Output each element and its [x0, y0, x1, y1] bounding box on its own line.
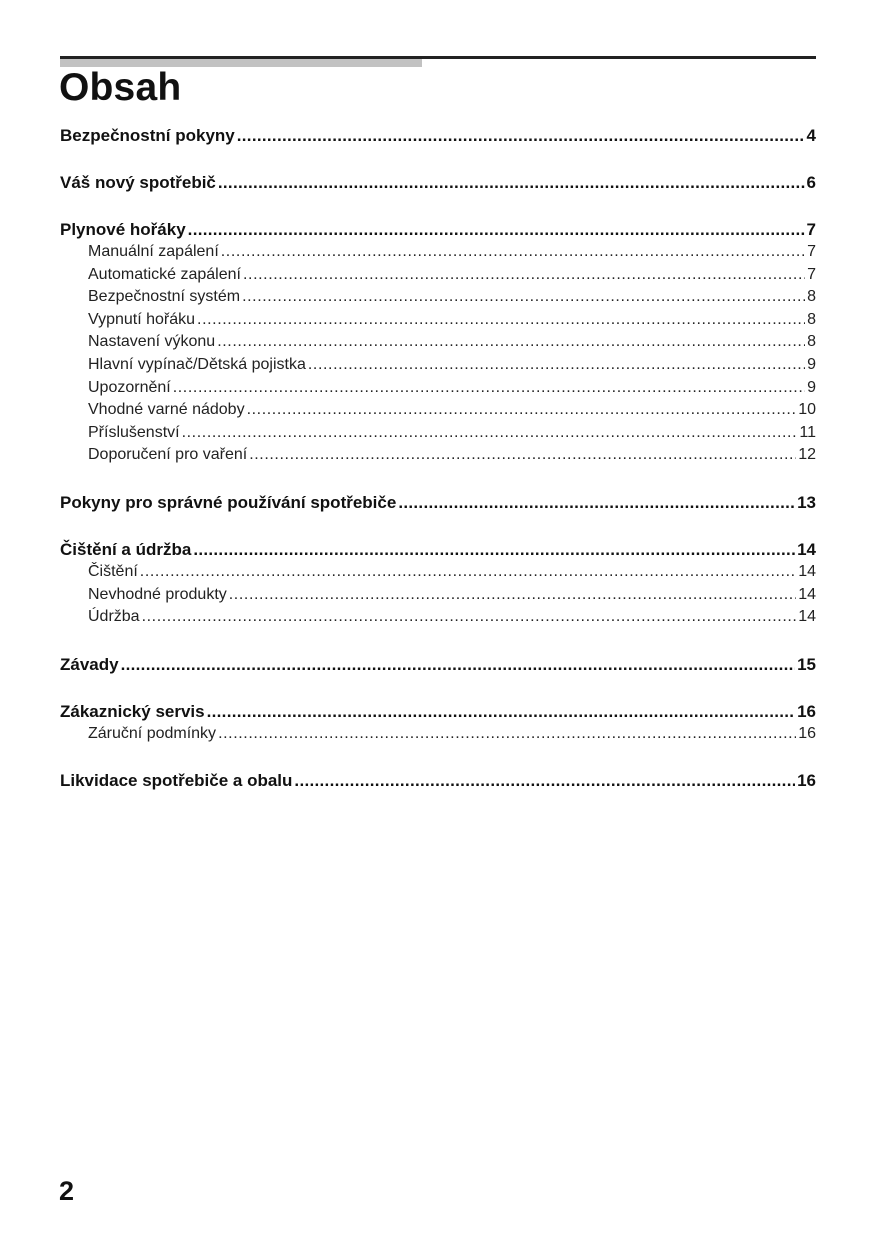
toc-subsection-entry[interactable] [60, 354, 816, 377]
toc-entry-label: Čištění a údržba [60, 539, 192, 559]
toc-entry-page: 13 [797, 492, 816, 512]
toc-section-entry[interactable] [60, 700, 816, 723]
toc-section-entry[interactable] [60, 653, 816, 676]
toc-entry-page: 8 [807, 288, 816, 306]
toc-subsection-entry[interactable] [60, 561, 816, 584]
toc-entry-page: 8 [807, 310, 816, 328]
toc-subsection-entry[interactable] [60, 723, 816, 746]
toc-entry-page: 14 [798, 585, 816, 603]
toc-entry-label: Zákaznický servis [60, 701, 205, 721]
toc-entry-page: 16 [797, 771, 816, 791]
toc-entry-page: 14 [797, 539, 816, 559]
table-of-contents [60, 124, 816, 792]
toc-entry-page: 16 [798, 724, 816, 742]
toc-section-entry[interactable] [60, 171, 816, 194]
toc-subsection-entry[interactable] [60, 584, 816, 607]
toc-entry-label: Upozornění [88, 378, 171, 396]
toc-entry-label: Hlavní vypínač/Dětská pojistka [88, 355, 306, 373]
toc-dot-leader [229, 584, 796, 607]
toc-dot-leader [242, 286, 805, 309]
toc-subsection-entry[interactable] [60, 286, 816, 309]
toc-entry-page: 7 [806, 220, 816, 239]
toc-subsection-entry[interactable] [60, 241, 816, 264]
toc-entry-page: 7 [807, 243, 816, 260]
toc-dot-leader [243, 264, 805, 287]
toc-entry-label: Pokyny pro správné používání spotřebiče [60, 492, 397, 512]
toc-dot-leader [140, 561, 796, 584]
toc-section-entry[interactable] [60, 538, 816, 561]
toc-dot-leader [308, 354, 805, 377]
toc-entry-page: 7 [807, 265, 816, 283]
toc-entry-label: Závady [60, 654, 119, 674]
toc-entry-label: Záruční podmínky [88, 724, 217, 742]
toc-entry-label: Váš nový spotřebič [60, 173, 216, 192]
toc-section-entry[interactable] [60, 124, 816, 147]
toc-entry-label: Plynové hořáky [60, 220, 186, 239]
toc-section-entry[interactable] [60, 769, 816, 792]
toc-entry-page: 14 [798, 608, 816, 626]
toc-subsection-entry[interactable] [60, 399, 816, 422]
toc-dot-leader [398, 491, 795, 514]
toc-entry-page: 16 [797, 701, 816, 721]
toc-entry-page: 12 [798, 446, 816, 464]
toc-subsection-entry[interactable] [60, 606, 816, 629]
toc-subsection-entry[interactable] [60, 422, 816, 445]
toc-section-entry[interactable] [60, 218, 816, 241]
toc-entry-page: 11 [799, 423, 816, 441]
toc-entry-page: 10 [798, 401, 816, 419]
toc-entry-page: 9 [807, 378, 816, 396]
page-title: Obsah [59, 66, 182, 109]
toc-entry-label: Vypnutí hořáku [88, 310, 196, 328]
toc-entry-page: 8 [807, 333, 816, 351]
toc-entry-page: 4 [806, 126, 816, 145]
toc-entry-label: Bezpečnostní pokyny [60, 126, 235, 145]
toc-dot-leader [249, 444, 796, 467]
toc-subsection-entry[interactable] [60, 377, 816, 400]
toc-dot-leader [193, 538, 795, 561]
toc-dot-leader [173, 377, 805, 400]
toc-entry-label: Vhodné varné nádoby [88, 401, 245, 419]
toc-entry-label: Nevhodné produkty [88, 585, 227, 603]
toc-entry-label: Manuální zapálení [88, 243, 219, 260]
toc-entry-label: Příslušenství [88, 423, 180, 441]
toc-dot-leader [217, 331, 805, 354]
toc-entry-label: Automatické zapálení [88, 265, 241, 283]
toc-dot-leader [218, 723, 796, 746]
toc-entry-label: Čištění [88, 562, 138, 580]
toc-dot-leader [218, 171, 805, 194]
toc-subsection-entry[interactable] [60, 309, 816, 332]
toc-dot-leader [237, 124, 805, 147]
toc-dot-leader [247, 399, 797, 422]
toc-section-entry[interactable] [60, 491, 816, 514]
toc-entry-page: 15 [797, 654, 816, 674]
toc-entry-label: Bezpečnostní systém [88, 288, 241, 306]
toc-dot-leader [294, 769, 795, 792]
toc-dot-leader [142, 606, 797, 629]
toc-dot-leader [197, 309, 805, 332]
toc-dot-leader [188, 218, 805, 241]
toc-dot-leader [207, 700, 795, 723]
toc-entry-page: 6 [806, 173, 816, 192]
toc-entry-label: Údržba [88, 608, 140, 626]
toc-entry-label: Likvidace spotřebiče a obalu [60, 771, 293, 791]
page-number: 2 [59, 1176, 75, 1206]
toc-dot-leader [182, 422, 798, 445]
toc-subsection-entry[interactable] [60, 264, 816, 287]
toc-entry-label: Nastavení výkonu [88, 333, 216, 351]
toc-entry-label: Doporučení pro vaření [88, 446, 248, 464]
toc-dot-leader [121, 653, 795, 676]
toc-entry-page: 14 [798, 562, 816, 580]
toc-entry-page: 9 [807, 355, 816, 373]
toc-subsection-entry[interactable] [60, 444, 816, 467]
toc-subsection-entry[interactable] [60, 331, 816, 354]
toc-dot-leader [221, 241, 805, 264]
